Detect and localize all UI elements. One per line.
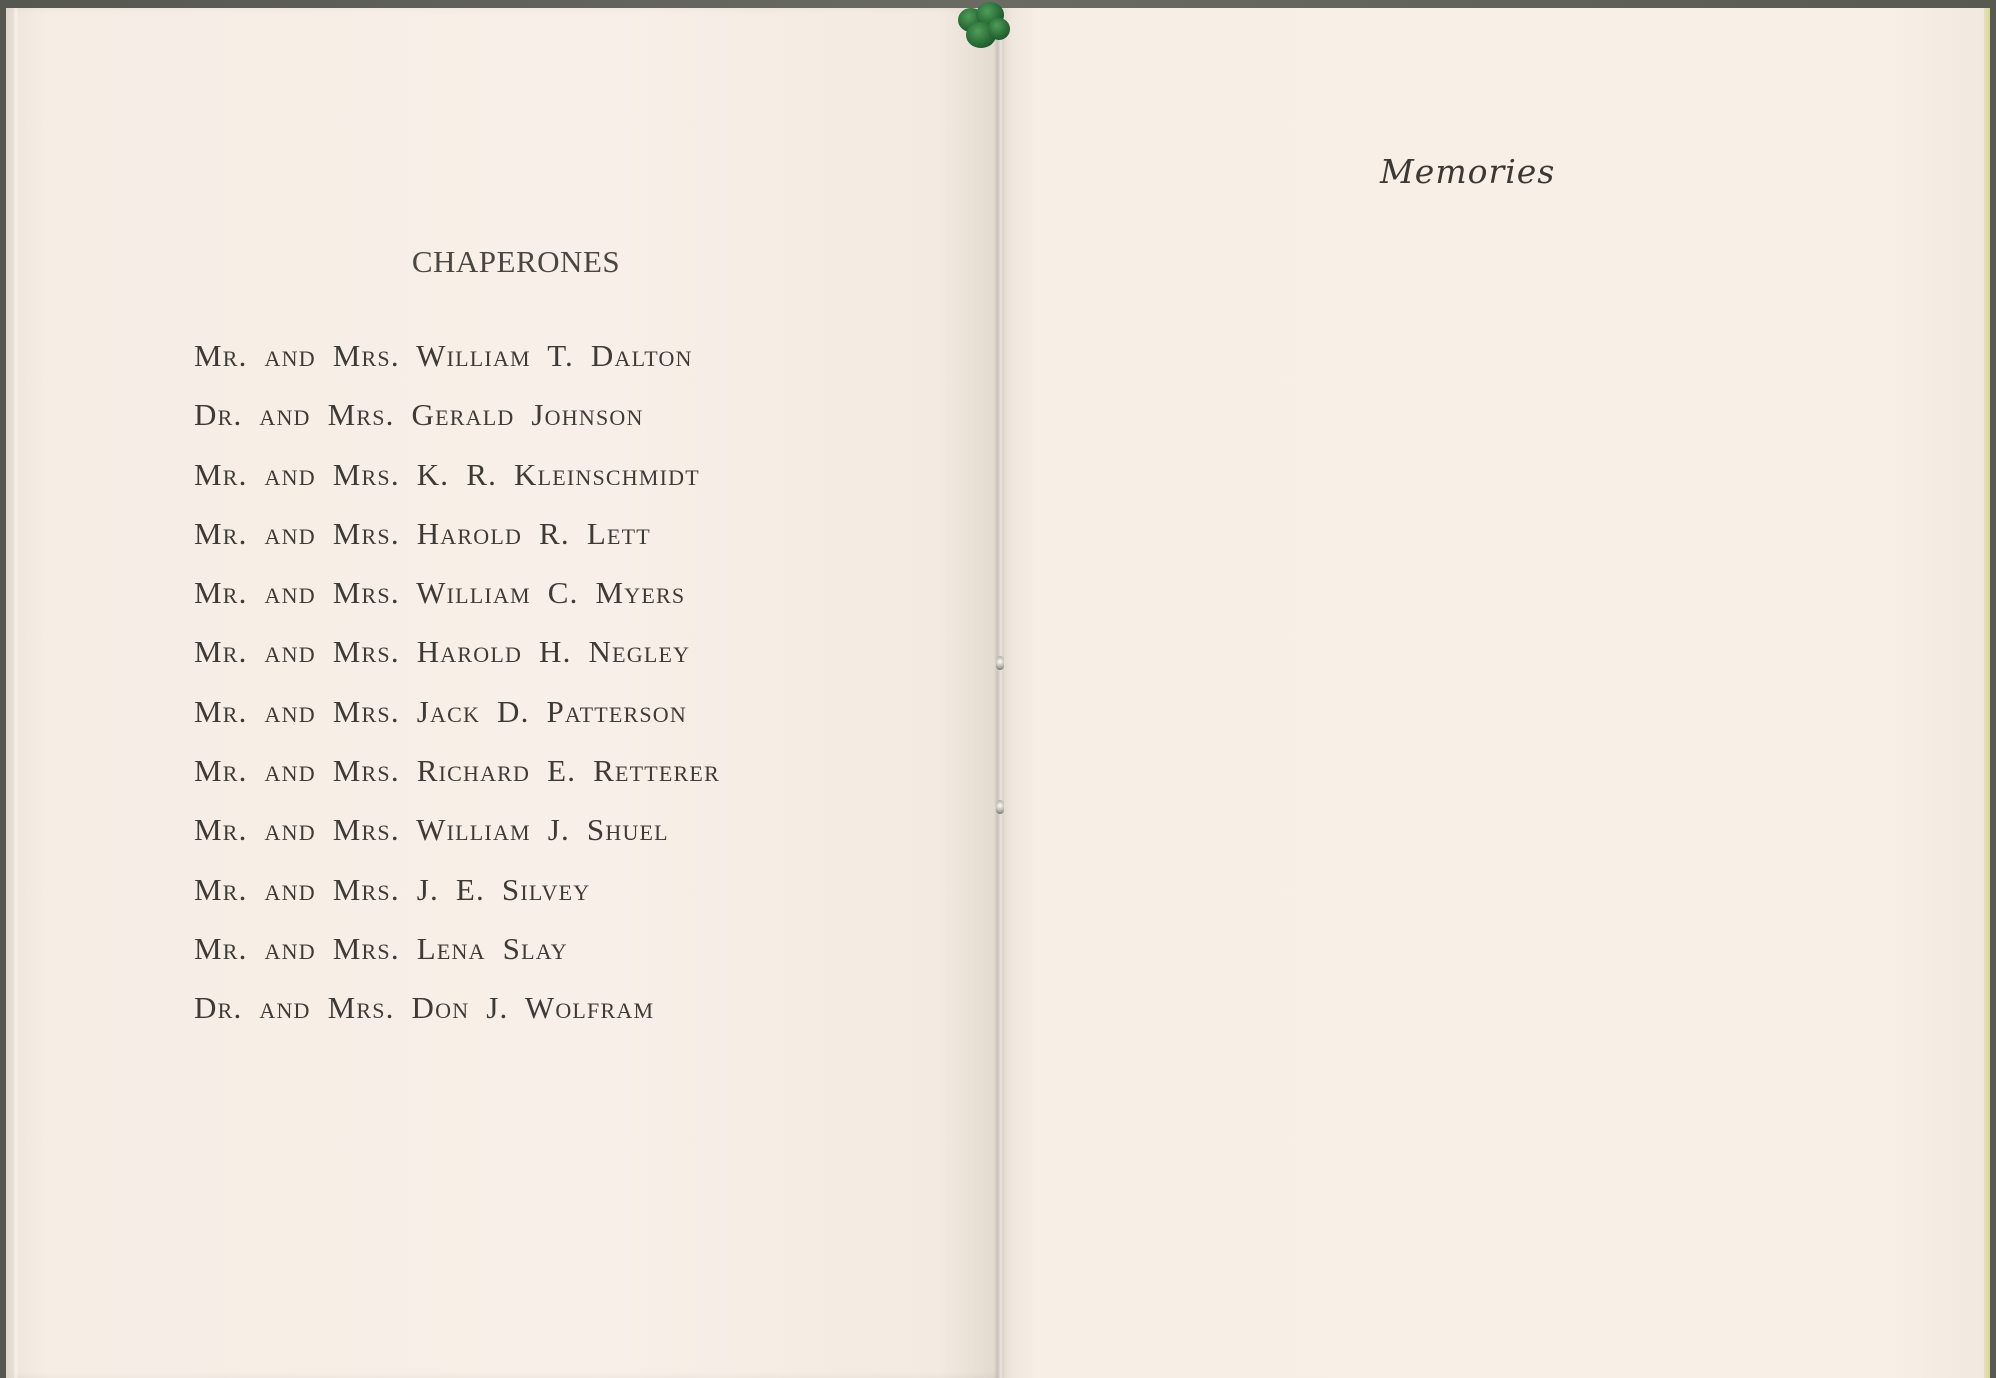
chaperone-entry: Dr. and Mrs. Don J. Wolfram — [194, 990, 655, 1026]
green-tassel-icon — [952, 0, 1016, 52]
left-page — [6, 8, 998, 1378]
chaperone-entry: Mr. and Mrs. Harold R. Lett — [194, 515, 651, 551]
chaperone-entry: Mr. and Mrs. William T. Dalton — [194, 338, 693, 373]
program-booklet — [6, 8, 1990, 1378]
right-page — [998, 8, 1984, 1378]
chaperone-entry: Mr. and Mrs. Lena Slay — [194, 930, 568, 966]
chaperone-entry: Mr. and Mrs. William C. Myers — [194, 575, 686, 611]
chaperone-list — [194, 326, 720, 1038]
chaperone-entry: Mr. and Mrs. K. R. Kleinschmidt — [194, 456, 700, 492]
staple-bottom — [996, 800, 1004, 814]
chaperone-entry: Mr. and Mrs. William J. Shuel — [194, 812, 669, 848]
left-page-edge — [14, 8, 18, 1378]
chaperones-heading: CHAPERONES — [411, 244, 621, 279]
right-page-edge — [1984, 8, 1990, 1378]
chaperone-entry: Mr. and Mrs. J. E. Silvey — [194, 871, 591, 907]
chaperone-entry: Dr. and Mrs. Gerald Johnson — [194, 397, 644, 433]
chaperone-entry: Mr. and Mrs. Richard E. Retterer — [194, 753, 720, 789]
chaperone-entry: Mr. and Mrs. Harold H. Negley — [194, 634, 691, 670]
memories-title: Memories — [1380, 152, 1556, 191]
chaperone-entry: Mr. and Mrs. Jack D. Patterson — [194, 693, 687, 729]
staple-top — [996, 656, 1004, 670]
spine-fold — [994, 8, 1004, 1378]
